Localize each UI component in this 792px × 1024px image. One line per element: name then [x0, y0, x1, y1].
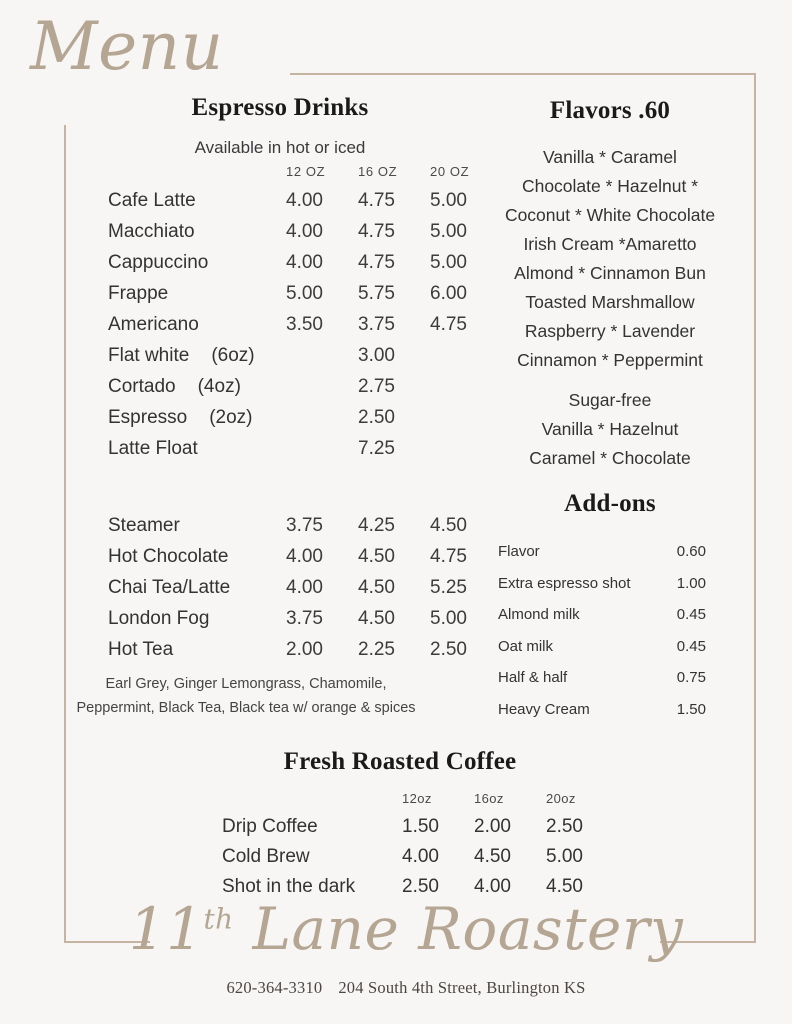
table-row	[498, 568, 706, 600]
coffee-price: 2.50	[546, 816, 583, 837]
add-on-name: Oat milk	[498, 637, 554, 655]
table-row	[108, 603, 502, 634]
add-on-price: 0.75	[676, 669, 706, 686]
table-row	[108, 247, 502, 278]
coffee-price: 4.50	[474, 846, 511, 867]
drink-price: 4.50	[430, 515, 467, 536]
drink-price: 4.25	[358, 515, 395, 536]
flavor-line: Toasted Marshmallow	[525, 292, 695, 312]
drink-name: Macchiato	[108, 221, 195, 242]
table-row	[108, 572, 502, 603]
add-on-name: Flavor	[498, 543, 540, 560]
drink-name: Hot Chocolate	[108, 546, 229, 567]
table-row	[108, 541, 502, 572]
drink-price: 4.75	[358, 190, 395, 211]
tea-varieties-line-1: Earl Grey, Ginger Lemongrass, Chamomile,	[105, 676, 387, 692]
table-header-row	[108, 163, 502, 185]
drink-price	[286, 340, 358, 371]
sugar-free-title: Sugar-free	[568, 390, 652, 410]
drink-price: 4.00	[286, 546, 323, 567]
column-header-20oz: 20 OZ	[430, 164, 470, 179]
drink-name: Steamer	[108, 515, 180, 536]
drink-price	[286, 371, 358, 402]
drink-price	[286, 433, 358, 464]
add-on-name: Heavy Cream	[498, 700, 590, 718]
flavors-heading: Flavors .60	[549, 97, 671, 124]
drink-price: 4.00	[286, 190, 323, 211]
frame-border-top	[290, 73, 756, 75]
table-row	[498, 536, 706, 568]
drink-price: 4.50	[358, 546, 395, 567]
column-header-name	[108, 163, 286, 185]
phone-number: 620-364-3310	[226, 978, 323, 997]
business-name	[96, 895, 716, 963]
business-name-rest: Lane Roastery	[233, 895, 684, 963]
sugar-free-line: Vanilla * Hazelnut	[541, 419, 679, 439]
table-header-row	[222, 790, 618, 812]
coffee-price: 2.00	[474, 816, 511, 837]
drink-size-note: (2oz)	[209, 407, 253, 428]
add-on-price: 0.60	[676, 543, 706, 560]
steamers-table	[108, 510, 502, 665]
table-row	[108, 634, 502, 665]
sugar-free-list	[460, 415, 760, 473]
drink-name: Espresso (2oz)	[108, 407, 253, 428]
drink-name: Americano	[108, 314, 199, 335]
drink-price: 2.75	[358, 376, 395, 397]
drink-name: Cafe Latte	[108, 190, 196, 211]
table-row	[108, 433, 502, 464]
add-ons-heading: Add-ons	[564, 490, 656, 517]
coffee-price: 5.00	[546, 846, 583, 867]
flavor-line: Cinnamon * Peppermint	[517, 350, 703, 370]
fresh-roasted-coffee-heading: Fresh Roasted Coffee	[283, 748, 517, 775]
drink-name: Cappuccino	[108, 252, 209, 273]
add-on-name: Half & half	[498, 669, 568, 686]
add-on-price: 0.45	[676, 606, 706, 623]
drink-name: Flat white (6oz)	[108, 345, 255, 366]
add-ons-table	[498, 536, 706, 725]
coffee-name: Shot in the dark	[222, 876, 356, 897]
drink-price: 2.25	[358, 639, 395, 660]
drink-price: 5.75	[358, 283, 395, 304]
flavor-line: Raspberry * Lavender	[524, 321, 696, 341]
drink-price: 4.00	[286, 221, 323, 242]
drink-name: Frappe	[108, 283, 169, 304]
coffee-price: 2.50	[402, 876, 439, 897]
drink-price: 3.75	[286, 608, 323, 629]
coffee-price: 4.00	[402, 846, 439, 867]
table-row	[108, 216, 502, 247]
table-row	[108, 278, 502, 309]
espresso-drinks-subtitle: Available in hot or iced	[194, 138, 366, 157]
coffee-price: 1.50	[402, 816, 439, 837]
drink-size-note: (4oz)	[197, 376, 241, 397]
drink-price: 4.75	[430, 314, 467, 335]
drink-price: 4.00	[286, 252, 323, 273]
coffee-price: 4.00	[474, 876, 511, 897]
flavor-line: Irish Cream *Amaretto	[523, 234, 697, 254]
drink-price: 5.00	[430, 190, 467, 211]
table-row	[498, 662, 706, 694]
tea-varieties-note	[36, 672, 456, 720]
table-row	[108, 185, 502, 216]
column-header-16oz: 16 OZ	[358, 164, 398, 179]
drink-price: 3.75	[286, 515, 323, 536]
frame-border-left	[64, 125, 66, 943]
drink-price: 4.75	[358, 252, 395, 273]
add-on-name: Almond milk	[498, 606, 580, 623]
drink-name: Latte Float	[108, 438, 198, 459]
drink-price: 4.50	[358, 608, 395, 629]
drink-name: Cortado (4oz)	[108, 376, 241, 397]
table-row	[108, 510, 502, 541]
drink-price: 4.75	[430, 546, 467, 567]
drink-price: 2.50	[430, 639, 467, 660]
espresso-drinks-table	[108, 163, 502, 464]
drink-name: Hot Tea	[108, 639, 174, 660]
drink-price: 3.00	[358, 345, 395, 366]
drink-price: 4.50	[358, 577, 395, 598]
sugar-free-line: Caramel * Chocolate	[529, 448, 691, 468]
drink-price: 5.25	[430, 577, 467, 598]
drink-price: 4.75	[358, 221, 395, 242]
drink-price: 7.25	[358, 438, 395, 459]
contact-info	[96, 978, 716, 998]
table-row	[108, 309, 502, 340]
drink-price: 4.00	[286, 577, 323, 598]
column-header-12oz: 12oz	[402, 791, 432, 806]
add-on-price: 0.45	[676, 637, 706, 655]
flavor-line: Vanilla * Caramel	[543, 147, 677, 167]
drink-size-note: (6oz)	[211, 345, 255, 366]
drink-price: 5.00	[286, 283, 323, 304]
flavor-line: Almond * Cinnamon Bun	[514, 263, 706, 283]
drink-name: London Fog	[108, 608, 210, 629]
drink-name: Chai Tea/Latte	[108, 577, 231, 598]
drink-price	[286, 402, 358, 433]
drink-price: 5.00	[430, 608, 467, 629]
column-header-16oz: 16oz	[474, 791, 504, 806]
table-row	[498, 599, 706, 631]
table-row	[498, 694, 706, 726]
sugar-free-block	[460, 386, 760, 473]
flavor-line: Coconut * White Chocolate	[504, 205, 716, 225]
column-header-20oz: 20oz	[546, 791, 576, 806]
flavors-list	[460, 143, 760, 375]
drink-price: 2.50	[358, 407, 395, 428]
flavor-line: Chocolate * Hazelnut *	[521, 176, 699, 196]
drink-price: 2.00	[286, 639, 323, 660]
table-row	[108, 340, 502, 371]
table-row	[222, 842, 618, 872]
drink-price: 6.00	[430, 283, 467, 304]
add-on-name: Extra espresso shot	[498, 574, 631, 592]
coffee-name: Cold Brew	[222, 846, 310, 867]
column-header-12oz: 12 OZ	[286, 164, 326, 179]
drink-price: 3.50	[286, 314, 323, 335]
espresso-drinks-heading: Espresso Drinks	[191, 94, 369, 121]
table-row	[222, 812, 618, 842]
coffee-price: 4.50	[546, 876, 583, 897]
coffee-name: Drip Coffee	[222, 816, 318, 837]
table-row	[108, 371, 502, 402]
column-header-name	[222, 790, 402, 812]
table-row	[498, 631, 706, 663]
fresh-roasted-coffee-table	[222, 790, 618, 902]
drink-price: 3.75	[358, 314, 395, 335]
page-title: Menu	[30, 8, 224, 85]
table-row	[108, 402, 502, 433]
add-on-price: 1.50	[676, 700, 706, 718]
drink-price: 5.00	[430, 221, 467, 242]
street-address: 204 South 4th Street, Burlington KS	[338, 978, 586, 997]
drink-price: 5.00	[430, 252, 467, 273]
tea-varieties-line-2: Peppermint, Black Tea, Black tea w/ orange & spices	[76, 700, 416, 716]
business-name-number: 11	[128, 895, 204, 963]
business-name-ordinal-suffix: th	[203, 902, 234, 936]
add-on-price: 1.00	[676, 574, 706, 592]
